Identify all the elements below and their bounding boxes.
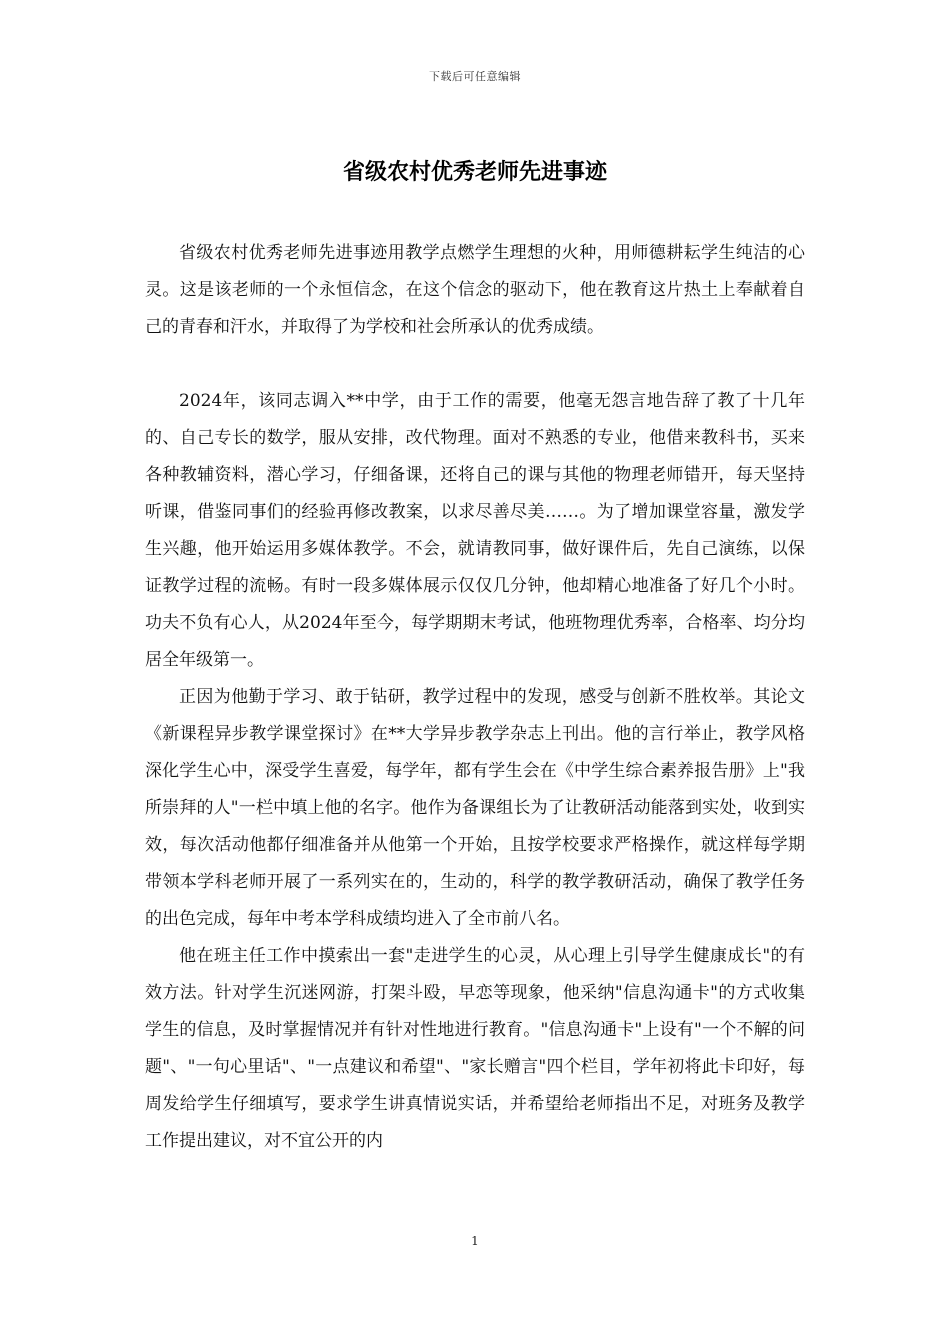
paragraph-4: 他在班主任工作中摸索出一套"走进学生的心灵，从心理上引导学生健康成长"的有效方法。针对学生沉迷网游，打架斗殴，早恋等现象，他采纳"信息沟通卡"的方式收集学生的信息，及时掌握情况并有针对性地进行教育。"信息沟通卡"上设有"一个不解的问题"、"一句心里话"、"一点建议和希望"、"家长赠言"四个栏目，学年初将此卡印好，每周发给学生仔细填写，要求学生讲真情说实话，并希望给老师指出不足，对班务及教学工作提出建议，对不宜公开的内 xyxy=(145,946,805,1151)
document-body xyxy=(145,383,805,1160)
paragraph-3: 正因为他勤于学习、敢于钻研，教学过程中的发现，感受与创新不胜枚举。其论文《新课程异步教学课堂探讨》在**大学异步教学杂志上刊出。他的言行举止，教学风格深化学生心中，深受学生喜爱，每学年，都有学生会在《中学生综合素养报告册》上"我所崇拜的人"一栏中填上他的名字。他作为备课组长为了让教研活动能落到实处，收到实效，每次活动他都仔细准备并从他第一个开始，且按学校要求严格操作，就这样每学期带领本学科老师开展了一系列实在的，生动的，科学的教学教研活动，确保了教学任务的出色完成，每年中考本学科成绩均进入了全市前八名。 xyxy=(145,687,805,929)
paragraph-2: 2024年，该同志调入**中学，由于工作的需要，他毫无怨言地告辞了教了十几年的、自己专长的数学，服从安排，改代物理。面对不熟悉的专业，他借来教科书，买来各种教辅资料，潜心学习，仔细备课，还将自己的课与其他的物理老师错开，每天坚持听课，借鉴同事们的经验再修改教案，以求尽善尽美……。为了增加课堂容量，激发学生兴趣，他开始运用多媒体教学。不会，就请教同事，做好课件后，先自己演练，以保证教学过程的流畅。有时一段多媒体展示仅仅几分钟，他却精心地准备了好几个小时。功夫不负有心人，从2024年至今，每学期期末考试，他班物理优秀率，合格率、均分均居全年级第一。 xyxy=(145,391,805,670)
header-note: 下载后可任意编辑 xyxy=(429,70,521,83)
paragraph-1: 省级农村优秀老师先进事迹用教学点燃学生理想的火种，用师德耕耘学生纯洁的心灵。这是该老师的一个永恒信念，在这个信念的驱动下，他在教育这片热土上奉献着自己的青春和汗水，并取得了为学校和社会所承认的优秀成绩。 xyxy=(145,243,805,337)
page-number: 1 xyxy=(471,1234,479,1248)
document-title: 省级农村优秀老师先进事迹 xyxy=(342,160,607,185)
